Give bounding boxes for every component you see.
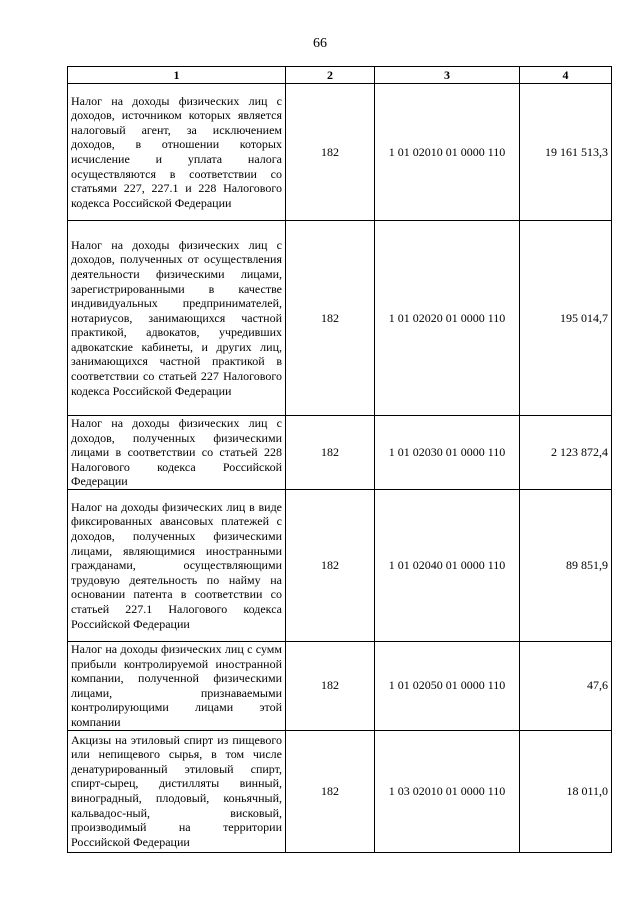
classification-code-cell: 1 01 02010 01 0000 110 — [375, 84, 520, 221]
classification-code-cell: 1 03 02010 01 0000 110 — [375, 730, 520, 852]
header-row — [68, 67, 612, 84]
table-row — [68, 221, 612, 416]
table-row — [68, 416, 612, 490]
table-row — [68, 641, 612, 730]
classification-code-cell: 1 01 02050 01 0000 110 — [375, 641, 520, 730]
admin-code-cell: 182 — [286, 416, 375, 490]
amount-cell: 2 123 872,4 — [520, 416, 612, 490]
income-name: Налог на доходы физических лиц с доходов, источником которых является налоговый агент, за исключением доходов, в отношении которых исчисление и уплата налога осуществляются в соответствии со статьями 227, 227.1 и 228 Налогового кодекса Российской Федерации — [71, 93, 282, 210]
classification-code-cell: 1 01 02040 01 0000 110 — [375, 489, 520, 641]
column-header-3: 3 — [375, 67, 520, 84]
admin-code-cell: 182 — [286, 84, 375, 221]
column-header-1: 1 — [68, 67, 286, 84]
income-name-cell — [68, 641, 286, 730]
amount-cell: 195 014,7 — [520, 221, 612, 416]
admin-code-cell: 182 — [286, 730, 375, 852]
classification-code-cell: 1 01 02030 01 0000 110 — [375, 416, 520, 490]
admin-code-cell: 182 — [286, 221, 375, 416]
amount-cell: 47,6 — [520, 641, 612, 730]
admin-code-cell: 182 — [286, 489, 375, 641]
amount-cell: 89 851,9 — [520, 489, 612, 641]
income-name: Налог на доходы физических лиц с доходов, полученных от осуществления деятельности физическими лицами, зарегистрированными в качестве индивидуальных предпринимателей, нотариусов, занимающихся частной практикой, адвокатов, учредивших адвокатские кабинеты, и других лиц, занимающихся частной практикой в соответствии со статьей 227 Налогового кодекса Российской Федерации — [71, 237, 282, 398]
income-name: Налог на доходы физических лиц с сумм прибыли контролируемой иностранной компании, полученной физическими лицами, признаваемыми контролирующими лицами этой компании — [71, 641, 282, 729]
income-name-cell — [68, 489, 286, 641]
amount-cell: 19 161 513,3 — [520, 84, 612, 221]
income-name: Налог на доходы физических лиц с доходов, полученных физическими лицами в соответствии со статьей 228 Налогового кодекса Российской Федерации — [71, 416, 282, 489]
column-header-4: 4 — [520, 67, 612, 84]
classification-code-cell: 1 01 02020 01 0000 110 — [375, 221, 520, 416]
table-row — [68, 489, 612, 641]
income-name: Налог на доходы физических лиц в виде фиксированных авансовых платежей с доходов, полученных физическими лицами, являющимися иностранными гражданами, осуществляющими трудовую деятельность по найму на основании патента в соответствии со статьей 227.1 Налогового кодекса Российской Федерации — [71, 499, 282, 631]
income-name-cell — [68, 221, 286, 416]
table-row — [68, 84, 612, 221]
income-name: Акцизы на этиловый спирт из пищевого или непищевого сырья, в том числе денатурированный этиловый спирт, спирт-сырец, дистилляты винный, виноградный, плодовый, коньячный, кальвадос-ный, висковый, производимый на территории Российской Федерации — [71, 732, 282, 849]
column-header-2: 2 — [286, 67, 375, 84]
income-name-cell — [68, 730, 286, 852]
revenue-table — [67, 66, 612, 853]
page-number: 66 — [313, 36, 327, 51]
amount-cell: 18 011,0 — [520, 730, 612, 852]
income-name-cell — [68, 84, 286, 221]
income-name-cell — [68, 416, 286, 490]
table-row — [68, 730, 612, 852]
admin-code-cell: 182 — [286, 641, 375, 730]
